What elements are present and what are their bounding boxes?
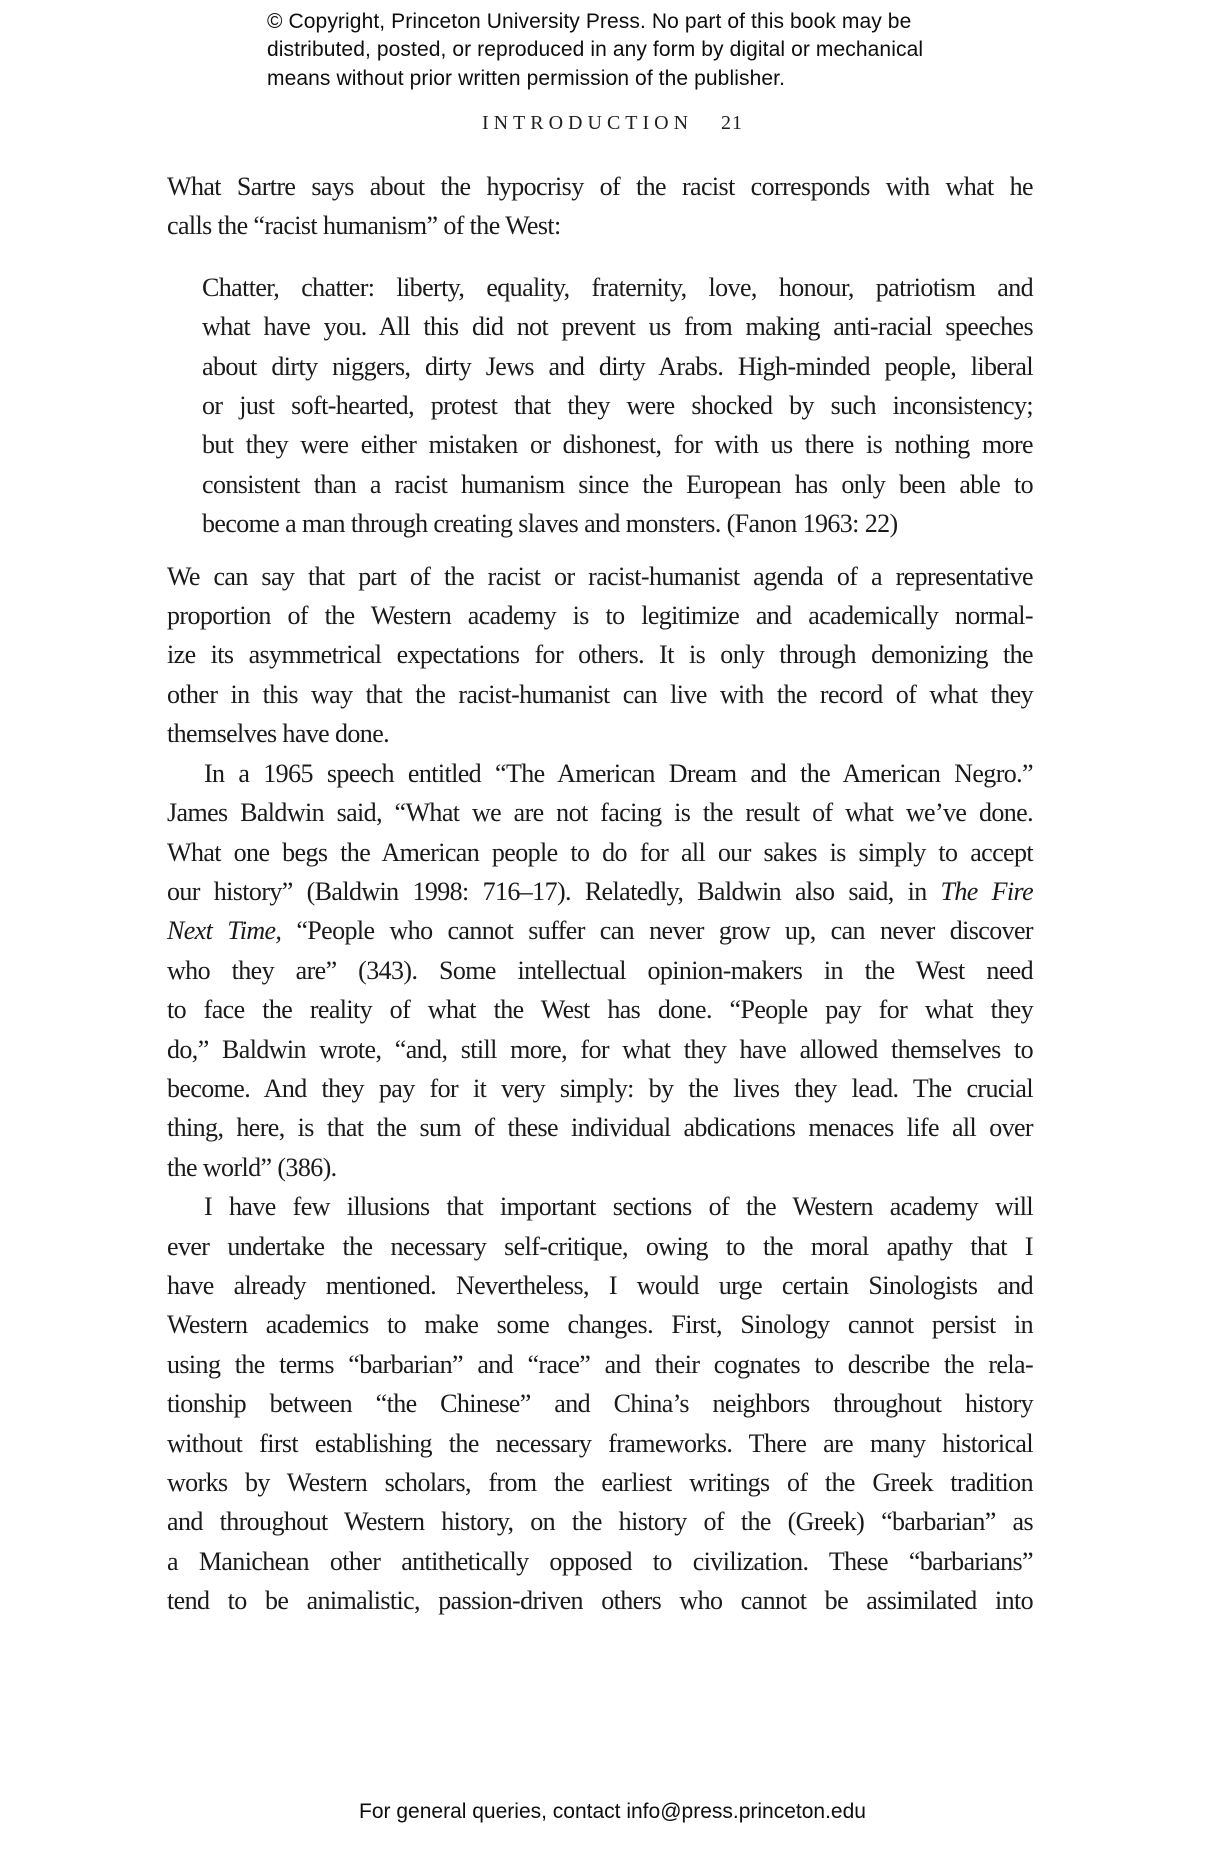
text-line	[167, 833, 1033, 872]
text-segment: become. And they pay for it very simply: by the lives they lead. The crucial	[167, 1073, 1033, 1103]
running-head-title: INTRODUCTION	[481, 112, 694, 134]
copyright-notice	[267, 8, 923, 93]
text-line	[167, 1305, 1033, 1344]
text-segment: What one begs the American people to do for all our sakes is simply to accept	[167, 837, 1033, 867]
footer-contact: For general queries, contact info@press.princeton.edu	[359, 1800, 866, 1823]
text-segment: ever undertake the necessary self-critique, owing to the moral apathy that I	[167, 1231, 1033, 1261]
running-head	[0, 112, 1225, 135]
text-line	[167, 1463, 1033, 1502]
block-quote	[202, 268, 1033, 544]
text-segment: We can say that part of the racist or racist-humanist agenda of a representative	[167, 561, 1033, 591]
text-segment: themselves have done.	[167, 719, 390, 749]
text-line	[167, 1266, 1033, 1305]
text-line	[202, 465, 1033, 504]
text-line	[167, 635, 1033, 674]
copyright-line: means without prior written permission of the publisher.	[267, 66, 786, 90]
text-segment: consistent than a racist humanism since the European has only been able to	[202, 469, 1033, 499]
text-segment: become a man through creating slaves and monsters. (Fanon 1963: 22)	[202, 509, 898, 539]
text-line	[167, 714, 1033, 753]
text-segment: what have you. All this did not prevent us from making anti-racial speeches	[202, 312, 1033, 342]
running-head-page-number: 21	[721, 112, 744, 134]
text-segment: do,” Baldwin wrote, “and, still more, for what they have allowed themselves to	[167, 1034, 1033, 1064]
italic-text: Next Time,	[167, 916, 282, 946]
text-line	[167, 1384, 1033, 1423]
text-segment: Western academics to make some changes. First, Sinology cannot persist in	[167, 1310, 1033, 1340]
text-segment: and throughout Western history, on the history of the (Greek) “barbarian” as	[167, 1507, 1033, 1537]
text-segment: to face the reality of what the West has done. “People pay for what they	[167, 995, 1033, 1025]
paragraph	[167, 167, 1033, 246]
text-line	[167, 1187, 1033, 1226]
text-line	[167, 1069, 1033, 1108]
text-segment: who they are” (343). Some intellectual opinion-makers in the West need	[167, 955, 1033, 985]
copyright-line: distributed, posted, or reproduced in any form by digital or mechanical	[267, 38, 924, 62]
text-segment: ize its asymmetrical expectations for others. It is only through demonizing the	[167, 640, 1033, 670]
paragraph	[167, 754, 1033, 1187]
text-segment: I have few illusions that important sections of the Western academy will	[204, 1192, 1033, 1222]
text-line	[202, 425, 1033, 464]
text-line	[167, 754, 1033, 793]
text-segment: “People who cannot suffer can never grow up, can never discover	[281, 916, 1033, 946]
text-line	[167, 1581, 1033, 1620]
text-line	[167, 675, 1033, 714]
text-segment: using the terms “barbarian” and “race” and their cognates to describe the rela-	[167, 1349, 1033, 1379]
text-line	[167, 1502, 1033, 1541]
text-line	[202, 386, 1033, 425]
text-line	[167, 1108, 1033, 1147]
text-segment: tend to be animalistic, passion-driven others who cannot be assimilated into	[167, 1586, 1033, 1616]
text-line	[167, 1148, 1033, 1187]
text-segment: proportion of the Western academy is to legitimize and academically normal-	[167, 601, 1033, 631]
text-line	[167, 1227, 1033, 1266]
text-line	[167, 951, 1033, 990]
text-line	[167, 596, 1033, 635]
paragraph	[167, 557, 1033, 754]
text-segment: works by Western scholars, from the earliest writings of the Greek tradition	[167, 1468, 1033, 1497]
italic-text: The Fire	[940, 876, 1034, 906]
text-segment: the world” (386).	[167, 1152, 337, 1182]
text-segment: other in this way that the racist-humanist can live with the record of what they	[167, 679, 1033, 709]
text-line	[167, 1424, 1033, 1463]
text-line	[167, 1345, 1033, 1384]
text-segment: or just soft-hearted, protest that they were shocked by such inconsistency;	[202, 391, 1033, 421]
text-segment: What Sartre says about the hypocrisy of the racist corresponds with what he	[167, 172, 1033, 201]
text-segment: James Baldwin said, “What we are not facing is the result of what we’ve done.	[167, 798, 1033, 828]
text-line	[167, 990, 1033, 1029]
text-segment: have already mentioned. Nevertheless, I would urge certain Sinologists and	[167, 1270, 1033, 1300]
text-line	[167, 1542, 1033, 1581]
text-segment: calls the “racist humanism” of the West:	[167, 211, 561, 241]
text-line	[167, 911, 1033, 950]
text-segment: thing, here, is that the sum of these individual abdications menaces life all over	[167, 1113, 1033, 1143]
text-line	[202, 307, 1033, 346]
text-line	[167, 793, 1033, 832]
text-segment: In a 1965 speech entitled “The American Dream and the American Negro.”	[204, 758, 1033, 788]
copyright-line: © Copyright, Princeton University Press. No part of this book may be	[267, 10, 912, 33]
text-segment: without first establishing the necessary frameworks. There are many historical	[167, 1428, 1033, 1458]
text-line	[202, 268, 1033, 307]
text-line	[202, 504, 1033, 543]
text-line	[167, 206, 1033, 245]
text-segment: tionship between “the Chinese” and China’s neighbors throughout history	[167, 1389, 1033, 1419]
text-segment: our history” (Baldwin 1998: 716–17). Relatedly, Baldwin also said, in	[167, 876, 941, 906]
text-line	[167, 1030, 1033, 1069]
text-segment: but they were either mistaken or dishonest, for with us there is nothing more	[202, 430, 1033, 460]
text-segment: about dirty niggers, dirty Jews and dirty Arabs. High-minded people, liberal	[202, 351, 1033, 381]
text-line	[167, 872, 1033, 911]
text-line	[202, 347, 1033, 386]
text-line	[167, 167, 1033, 206]
text-segment: Chatter, chatter: liberty, equality, fraternity, love, honour, patriotism and	[202, 272, 1033, 302]
text-line	[167, 557, 1033, 596]
text-segment: a Manichean other antithetically opposed to civilization. These “barbarians”	[167, 1546, 1033, 1576]
body-text	[167, 167, 1033, 1621]
paragraph	[167, 1187, 1033, 1620]
